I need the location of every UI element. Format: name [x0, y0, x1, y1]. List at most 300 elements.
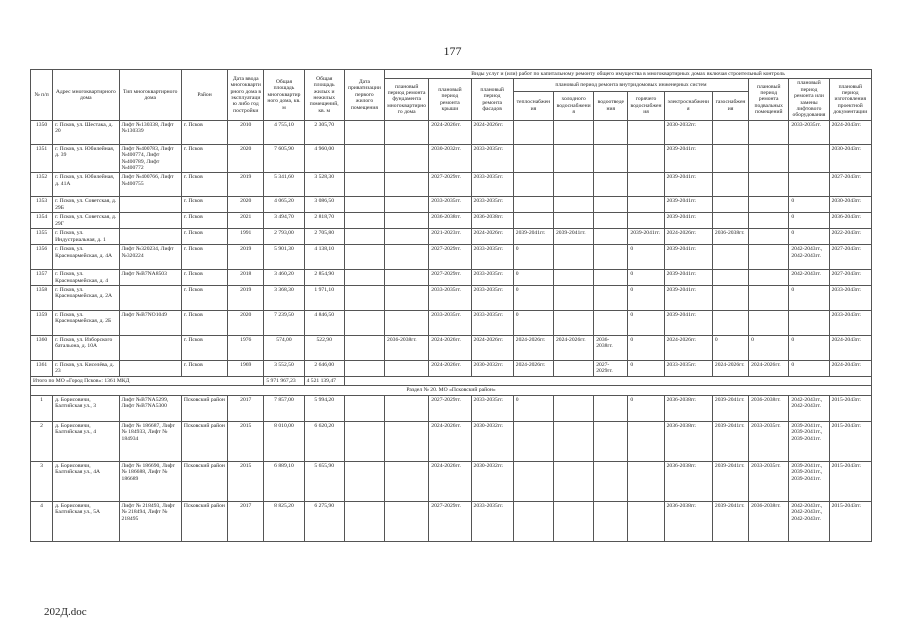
cell-heat: [513, 213, 553, 229]
rows-pskov-district: [31, 395, 872, 541]
cell-priv: [344, 120, 384, 144]
cell-total: 8 825,20: [264, 501, 304, 541]
total-label: Итого по МО «Город Псков»: 1361 МКД: [31, 376, 264, 385]
cell-facade: 2036-2038гг.: [471, 213, 513, 229]
cell-facade: 2033-2035гг.: [471, 144, 513, 173]
cell-priv: [344, 501, 384, 541]
cell-electro: 2030-2032гг.: [664, 120, 712, 144]
cell-gas: [712, 310, 748, 335]
cell-electro: 2039-2041гг.: [664, 270, 712, 286]
cell-drain: 2036-2038гг.: [594, 335, 628, 360]
cell-docs: 2024-2043гг.: [829, 120, 871, 144]
col-year: Дата ввода многоквартирного дома в эксплуатацию либо год постройки: [228, 70, 264, 121]
cell-docs: 2024-2043гг.: [829, 335, 871, 360]
cell-cold: [554, 144, 594, 173]
cell-total: 3 460,20: [264, 270, 304, 286]
cell-district: Псковский район: [181, 501, 227, 541]
cell-facade: 2033-2035гг.: [471, 395, 513, 421]
cell-hot: 0: [628, 270, 664, 286]
cell-hot: 0: [628, 285, 664, 310]
cell-hot: [628, 213, 664, 229]
cell-facade: 2030-2032гг.: [471, 461, 513, 501]
cell-priv: [344, 245, 384, 270]
cell-facade: 2033-2035гг.: [471, 173, 513, 197]
cell-district: г. Псков: [181, 285, 227, 310]
footer-filename: 202Д.doc: [44, 606, 87, 618]
col-hot: горячего водоснабжения: [628, 91, 664, 120]
cell-gas: 2039-2041гг.: [712, 501, 748, 541]
cell-cold: [554, 270, 594, 286]
register-table: [30, 69, 872, 542]
cell-gas: [712, 144, 748, 173]
cell-district: г. Псков: [181, 173, 227, 197]
cell-lift: 0: [789, 197, 829, 213]
cell-hot: 0: [628, 310, 664, 335]
cell-gas: [712, 120, 748, 144]
cell-roof: 2024-2026гг.: [429, 421, 471, 461]
cell-foundation: [385, 501, 429, 541]
total-row: [31, 376, 872, 385]
cell-district: г. Псков: [181, 360, 227, 376]
cell-gas: [712, 197, 748, 213]
cell-type: [119, 285, 181, 310]
cell-drain: [594, 501, 628, 541]
cell-gas: [712, 285, 748, 310]
cell-year: 2015: [228, 421, 264, 461]
col-total-area: Общая площадь многоквартирного дома, кв. м: [264, 70, 304, 121]
cell-priv: [344, 270, 384, 286]
cell-foundation: [385, 285, 429, 310]
cell-type: [119, 229, 181, 245]
cell-hot: 0: [628, 360, 664, 376]
col-electro: электроснабжения: [664, 91, 712, 120]
cell-gas: [712, 173, 748, 197]
col-living-area: Общая площадь жилых и нежилых помещений, кв. м: [304, 70, 344, 121]
cell-address: г. Псков, ул. Юбилейная, д. 41А: [53, 173, 119, 197]
cell-heat: 0: [513, 270, 553, 286]
cell-facade: 2024-2026гг.: [471, 120, 513, 144]
cell-year: 2021: [228, 213, 264, 229]
cell-foundation: [385, 173, 429, 197]
cell-address: д. Борисовичи, Балтийская ул., 3: [53, 395, 119, 421]
cell-total: 574,00: [264, 335, 304, 360]
cell-n: 1357: [31, 270, 53, 286]
cell-address: г. Псков, ул. Красноармейская, д. 2А: [53, 285, 119, 310]
cell-docs: 2027-2043гг.: [829, 245, 871, 270]
table-row: [31, 213, 872, 229]
cell-roof: 2024-2026гг.: [429, 461, 471, 501]
cell-hot: [628, 144, 664, 173]
cell-roof: 2030-2032гг.: [429, 144, 471, 173]
cell-drain: [594, 197, 628, 213]
cell-basement: 0: [749, 335, 789, 360]
cell-n: 1356: [31, 245, 53, 270]
cell-year: 1969: [228, 360, 264, 376]
cell-living: 4 846,50: [304, 310, 344, 335]
cell-foundation: [385, 213, 429, 229]
cell-priv: [344, 395, 384, 421]
cell-total: 3 552,50: [264, 360, 304, 376]
cell-heat: 2024-2026гг.: [513, 335, 553, 360]
cell-heat: 0: [513, 245, 553, 270]
cell-n: 1361: [31, 360, 53, 376]
cell-docs: 2015-2043гг.: [829, 421, 871, 461]
total-block: [31, 376, 872, 395]
table-row: [31, 229, 872, 245]
works-group-header: Виды услуг и (или) работ по капитальному ремонту общего имущества в многоквартирных домах включая строительный контроль: [385, 70, 872, 79]
header-row-1: [31, 70, 872, 79]
cell-gas: [712, 270, 748, 286]
cell-basement: 2033-2035гг.: [749, 461, 789, 501]
cell-year: 2019: [228, 173, 264, 197]
cell-hot: [628, 173, 664, 197]
cell-hot: 0: [628, 335, 664, 360]
cell-district: Псковский район: [181, 461, 227, 501]
cell-electro: 2039-2041гг.: [664, 213, 712, 229]
cell-living: 2 818,70: [304, 213, 344, 229]
col-address: Адрес многоквартирного дома: [53, 70, 119, 121]
cell-electro: 2039-2041гг.: [664, 310, 712, 335]
cell-basement: [749, 120, 789, 144]
total-area-sum: 5 971 967,23: [264, 376, 304, 385]
cell-roof: 2027-2029гг.: [429, 270, 471, 286]
cell-lift: 2039-2041гг., 2039-2041гг., 2039-2041гг.: [789, 421, 829, 461]
cell-priv: [344, 285, 384, 310]
cell-roof: 2027-2029гг.: [429, 245, 471, 270]
cell-n: 4: [31, 501, 53, 541]
cell-type: [119, 335, 181, 360]
cell-lift: [789, 144, 829, 173]
cell-foundation: [385, 360, 429, 376]
table-row: [31, 173, 872, 197]
cell-total: 5 341,60: [264, 173, 304, 197]
cell-basement: [749, 213, 789, 229]
cell-heat: 2024-2026гг.: [513, 360, 553, 376]
cell-basement: 2036-2038гг.: [749, 501, 789, 541]
cell-cold: [554, 395, 594, 421]
section-row: [31, 386, 872, 395]
cell-basement: [749, 285, 789, 310]
cell-electro: 2036-2038гг.: [664, 421, 712, 461]
cell-n: 1360: [31, 335, 53, 360]
cell-cold: [554, 120, 594, 144]
cell-type: Лифт № 218493, Лифт № 218494, Лифт № 218495: [119, 501, 181, 541]
cell-district: г. Псков: [181, 310, 227, 335]
cell-n: 1352: [31, 173, 53, 197]
cell-facade: 2033-2035гг.: [471, 310, 513, 335]
cell-n: 1355: [31, 229, 53, 245]
cell-drain: [594, 245, 628, 270]
cell-district: г. Псков: [181, 213, 227, 229]
cell-living: 1 971,10: [304, 285, 344, 310]
cell-heat: [513, 501, 553, 541]
cell-lift: 2042-2043гг., 2042-2043гг., 2042-2043гг.: [789, 501, 829, 541]
cell-cold: [554, 310, 594, 335]
table-row: [31, 197, 872, 213]
cell-living: 2 705,80: [304, 229, 344, 245]
cell-electro: 2036-2038гг.: [664, 395, 712, 421]
cell-basement: [749, 245, 789, 270]
cell-cold: [554, 285, 594, 310]
cell-gas: 2024-2026гг.: [712, 360, 748, 376]
cell-year: 2017: [228, 395, 264, 421]
cell-hot: 0: [628, 395, 664, 421]
col-docs: плановый период изготовления проектной документации: [829, 79, 871, 120]
cell-docs: 2015-2043гг.: [829, 395, 871, 421]
col-basement: плановый период ремонта подвальных помещений: [749, 79, 789, 120]
cell-type: Лифт № 186687, Лифт № 184933, Лифт № 184934: [119, 421, 181, 461]
cell-roof: 2024-2026гг.: [429, 360, 471, 376]
cell-gas: [712, 245, 748, 270]
cell-basement: [749, 229, 789, 245]
cell-address: д. Борисовичи, Балтийская ул., 5А: [53, 501, 119, 541]
col-n: № п/п: [31, 70, 53, 121]
cell-electro: 2039-2041гг.: [664, 197, 712, 213]
cell-n: 1: [31, 395, 53, 421]
cell-type: Лифт №В7NO1049: [119, 310, 181, 335]
cell-basement: [749, 144, 789, 173]
cell-year: 2019: [228, 285, 264, 310]
cell-cold: 2039-2041гг.: [554, 229, 594, 245]
cell-cold: [554, 197, 594, 213]
cell-docs: 2027-2043гг.: [829, 173, 871, 197]
col-facade: плановый период ремонта фасадов: [471, 79, 513, 120]
cell-gas: 2036-2038гг.: [712, 229, 748, 245]
cell-type: Лифт №320234, Лифт №320224: [119, 245, 181, 270]
col-lift: плановый период ремонта или замены лифтового оборудования: [789, 79, 829, 120]
cell-priv: [344, 173, 384, 197]
cell-living: 3 528,30: [304, 173, 344, 197]
cell-living: 5 994,20: [304, 395, 344, 421]
cell-roof: 2027-2029гг.: [429, 501, 471, 541]
table-row: [31, 285, 872, 310]
table-row: [31, 501, 872, 541]
cell-docs: 2022-2043гг.: [829, 229, 871, 245]
cell-docs: 2033-2043гг.: [829, 285, 871, 310]
cell-living: 4 960,00: [304, 144, 344, 173]
cell-district: г. Псков: [181, 144, 227, 173]
cell-facade: 2033-2035гг.: [471, 285, 513, 310]
col-district: Район: [181, 70, 227, 121]
cell-foundation: [385, 310, 429, 335]
cell-gas: 2039-2041гг.: [712, 461, 748, 501]
cell-type: Лифт №400766, Лифт №400755: [119, 173, 181, 197]
cell-gas: 0: [712, 335, 748, 360]
cell-foundation: [385, 120, 429, 144]
col-priv-date: Дата приватизации первого жилого помещения: [344, 70, 384, 121]
cell-total: 3 494,70: [264, 213, 304, 229]
cell-type: [119, 213, 181, 229]
cell-living: 6 275,90: [304, 501, 344, 541]
cell-lift: 0: [789, 285, 829, 310]
cell-total: 3 368,30: [264, 285, 304, 310]
col-gas: газоснабжения: [712, 91, 748, 120]
cell-address: г. Псков, ул. Советская, д. 29Г: [53, 213, 119, 229]
cell-hot: [628, 461, 664, 501]
cell-heat: 0: [513, 310, 553, 335]
cell-address: г. Псков, ул. Красноармейская, д. 2Б: [53, 310, 119, 335]
total-empty: [344, 376, 871, 385]
cell-heat: 0: [513, 395, 553, 421]
cell-priv: [344, 197, 384, 213]
cell-priv: [344, 421, 384, 461]
cell-electro: 2036-2038гг.: [664, 501, 712, 541]
cell-district: г. Псков: [181, 229, 227, 245]
cell-facade: 2030-2032гг.: [471, 421, 513, 461]
cell-year: 2018: [228, 270, 264, 286]
cell-n: 2: [31, 421, 53, 461]
cell-cold: [554, 245, 594, 270]
cell-gas: [712, 213, 748, 229]
cell-hot: 2039-2041гг.: [628, 229, 664, 245]
cell-n: 1350: [31, 120, 53, 144]
cell-year: 1991: [228, 229, 264, 245]
cell-basement: 2036-2038гг.: [749, 395, 789, 421]
cell-basement: [749, 270, 789, 286]
cell-foundation: [385, 144, 429, 173]
cell-living: 6 620,20: [304, 421, 344, 461]
cell-n: 3: [31, 461, 53, 501]
table-row: [31, 144, 872, 173]
cell-foundation: [385, 229, 429, 245]
cell-foundation: [385, 395, 429, 421]
cell-address: д. Борисовичи, Балтийская ул., 4: [53, 421, 119, 461]
table-row: [31, 245, 872, 270]
col-type: Тип многоквартирного дома: [119, 70, 181, 121]
cell-total: 5 901,30: [264, 245, 304, 270]
cell-facade: 2033-2035гг.: [471, 501, 513, 541]
cell-facade: 2033-2035гг.: [471, 270, 513, 286]
cell-basement: [749, 173, 789, 197]
cell-drain: [594, 144, 628, 173]
cell-year: 2020: [228, 144, 264, 173]
cell-lift: 0: [789, 335, 829, 360]
cell-type: Лифт №400783, Лифт №400774, Лифт №400789, Лифт №400772: [119, 144, 181, 173]
cell-priv: [344, 360, 384, 376]
cell-lift: 0: [789, 360, 829, 376]
cell-living: 5 655,90: [304, 461, 344, 501]
cell-lift: 0: [789, 213, 829, 229]
cell-lift: 0: [789, 229, 829, 245]
cell-hot: [628, 501, 664, 541]
table-row: [31, 461, 872, 501]
cell-electro: 2024-2026гг.: [664, 229, 712, 245]
cell-n: 1359: [31, 310, 53, 335]
table-row: [31, 421, 872, 461]
cell-district: Псковский район: [181, 421, 227, 461]
cell-living: 2 646,00: [304, 360, 344, 376]
col-cold: холодного водоснабжения: [554, 91, 594, 120]
cell-foundation: [385, 245, 429, 270]
cell-priv: [344, 213, 384, 229]
cell-district: Псковский район: [181, 395, 227, 421]
cell-living: 2 305,70: [304, 120, 344, 144]
cell-address: г. Псков, ул. Шестака, д. 20: [53, 120, 119, 144]
cell-drain: [594, 285, 628, 310]
cell-roof: 2024-2026гг.: [429, 120, 471, 144]
table-row: [31, 310, 872, 335]
cell-heat: [513, 461, 553, 501]
cell-roof: 2036-2038гг.: [429, 213, 471, 229]
cell-total: 7 605,90: [264, 144, 304, 173]
cell-docs: 2030-2043гг.: [829, 144, 871, 173]
cell-priv: [344, 335, 384, 360]
cell-cold: [554, 173, 594, 197]
cell-drain: [594, 395, 628, 421]
cell-facade: 2030-2032гг.: [471, 360, 513, 376]
cell-docs: 2030-2043гг.: [829, 197, 871, 213]
cell-foundation: [385, 270, 429, 286]
cell-priv: [344, 144, 384, 173]
cell-electro: 2033-2035гг.: [664, 360, 712, 376]
cell-cold: [554, 360, 594, 376]
living-area-sum: 4 521 139,47: [304, 376, 344, 385]
cell-year: 2020: [228, 197, 264, 213]
cell-heat: [513, 197, 553, 213]
page-number: 177: [443, 44, 462, 58]
table-row: [31, 335, 872, 360]
cell-type: Лифт №В7NA8503: [119, 270, 181, 286]
cell-basement: [749, 310, 789, 335]
cell-district: г. Псков: [181, 197, 227, 213]
cell-address: г. Псков, ул. Красноармейская, д. 4: [53, 270, 119, 286]
cell-hot: 0: [628, 245, 664, 270]
cell-total: 7 857,00: [264, 395, 304, 421]
cell-facade: 2033-2035гг.: [471, 245, 513, 270]
cell-roof: 2027-2029гг.: [429, 173, 471, 197]
cell-district: г. Псков: [181, 335, 227, 360]
cell-docs: 2033-2043гг.: [829, 310, 871, 335]
cell-district: г. Псков: [181, 270, 227, 286]
cell-priv: [344, 310, 384, 335]
col-foundation: плановый период ремонта фундамента многоквартирного дома: [385, 79, 429, 120]
cell-year: 2010: [228, 120, 264, 144]
cell-electro: 2036-2038гг.: [664, 461, 712, 501]
cell-lift: [789, 310, 829, 335]
cell-docs: 2024-2043гг.: [829, 360, 871, 376]
cell-lift: 2042-2043гг., 2042-2043гг.: [789, 245, 829, 270]
cell-type: Лифт №130338, Лифт №130339: [119, 120, 181, 144]
table-row: [31, 395, 872, 421]
cell-lift: 2042-2043гг.: [789, 270, 829, 286]
cell-n: 1351: [31, 144, 53, 173]
cell-year: 2020: [228, 310, 264, 335]
cell-total: 7 239,50: [264, 310, 304, 335]
cell-address: д. Борисовичи, Балтийская ул., 4А: [53, 461, 119, 501]
cell-cold: [554, 421, 594, 461]
cell-heat: [513, 421, 553, 461]
cell-year: 2019: [228, 245, 264, 270]
cell-heat: 0: [513, 285, 553, 310]
cell-cold: [554, 501, 594, 541]
cell-drain: [594, 173, 628, 197]
cell-electro: 2039-2041гг.: [664, 144, 712, 173]
cell-basement: 2033-2035гг.: [749, 421, 789, 461]
cell-drain: 2027-2029гг.: [594, 360, 628, 376]
table-row: [31, 120, 872, 144]
cell-cold: [554, 213, 594, 229]
cell-priv: [344, 461, 384, 501]
cell-type: Лифт № 186690, Лифт № 186688, Лифт № 186689: [119, 461, 181, 501]
cell-electro: 2039-2041гг.: [664, 245, 712, 270]
cell-address: г. Псков, ул. Красноармейская, д. 4А: [53, 245, 119, 270]
col-drain: водоотведения: [594, 91, 628, 120]
cell-address: г. Псков, ул. Юбилейная, д. 39: [53, 144, 119, 173]
cell-lift: [789, 173, 829, 197]
cell-lift: 2039-2041гг., 2039-2041гг., 2039-2041гг.: [789, 461, 829, 501]
cell-living: 522,90: [304, 335, 344, 360]
col-heat: теплоснабжения: [513, 91, 553, 120]
